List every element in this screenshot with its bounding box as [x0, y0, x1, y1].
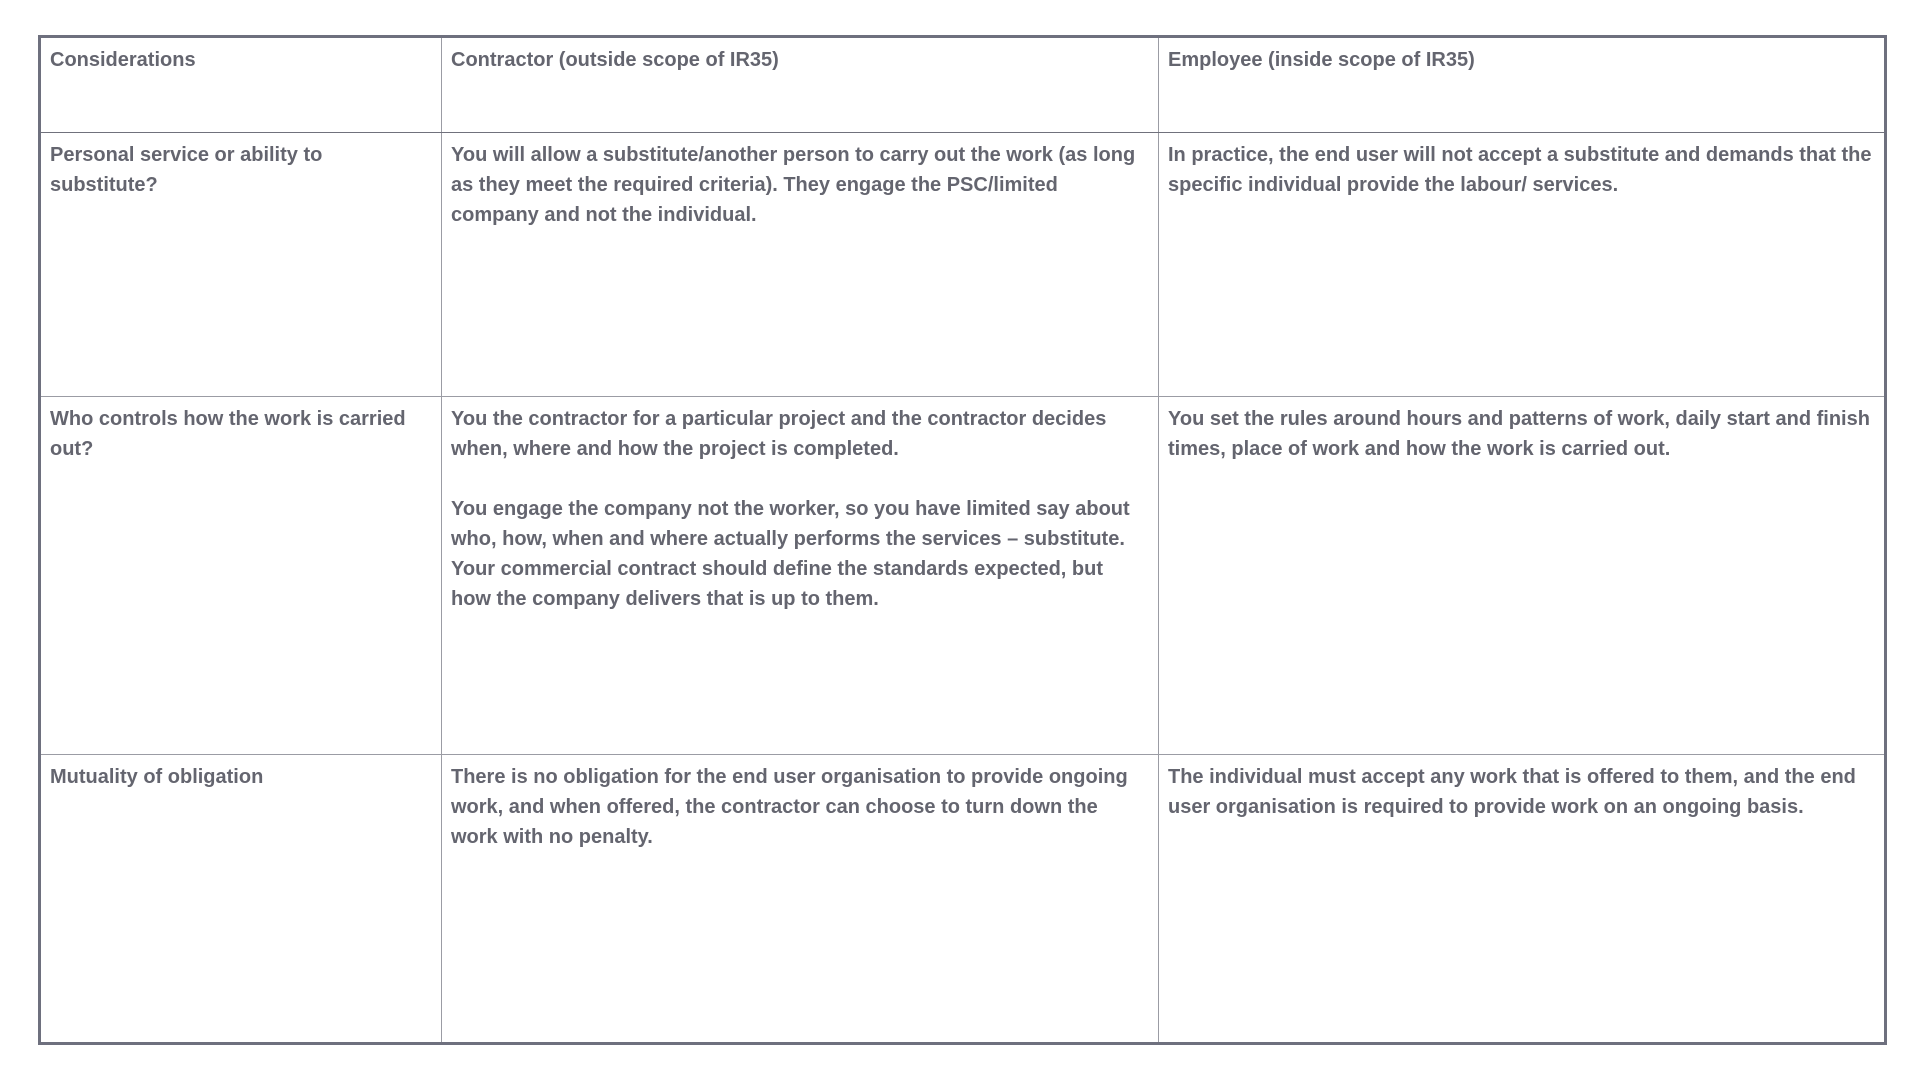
consideration-text: Mutuality of obligation [50, 766, 264, 788]
contractor-text-paragraph-1: You the contractor for a particular project and the contractor decides when, where and how the project is completed. [451, 408, 1107, 460]
cell-employee [1159, 397, 1886, 755]
contractor-text: There is no obligation for the end user organisation to provide ongoing work, and when offered, the contractor can choose to turn down the work with no penalty. [451, 766, 1128, 848]
cell-contractor [442, 755, 1159, 1044]
consideration-text: Who controls how the work is carried out? [50, 408, 406, 460]
cell-employee [1159, 133, 1886, 397]
cell-consideration [40, 133, 442, 397]
employee-text: You set the rules around hours and patterns of work, daily start and finish times, place of work and how the work is carried out. [1168, 408, 1870, 460]
cell-consideration [40, 755, 442, 1044]
consideration-text: Personal service or ability to substitute? [50, 144, 323, 196]
table-row-mutuality [40, 755, 1886, 1044]
ir35-comparison-table [38, 35, 1887, 1045]
employee-text: In practice, the end user will not accept a substitute and demands that the specific individual provide the labour/ services. [1168, 144, 1872, 196]
contractor-text-paragraph-2: You engage the company not the worker, so you have limited say about who, how, when and where actually performs the services – substitute. Your commercial contract should define the standards expected, but how the company delivers that is up to them. [451, 498, 1130, 610]
cell-employee [1159, 755, 1886, 1044]
cell-contractor [442, 397, 1159, 755]
contractor-text: You will allow a substitute/another person to carry out the work (as long as they meet the required criteria). They engage the PSC/limited company and not the individual. [451, 144, 1136, 226]
cell-consideration [40, 397, 442, 755]
table-row-personal-service [40, 133, 1886, 397]
employee-text: The individual must accept any work that is offered to them, and the end user organisation is required to provide work on an ongoing basis. [1168, 766, 1856, 818]
cell-contractor [442, 133, 1159, 397]
table-row-control [40, 397, 1886, 755]
header-employee: Employee (inside scope of IR35) [1159, 37, 1886, 133]
header-considerations: Considerations [40, 37, 442, 133]
header-contractor: Contractor (outside scope of IR35) [442, 37, 1159, 133]
table-header-row [40, 37, 1886, 133]
